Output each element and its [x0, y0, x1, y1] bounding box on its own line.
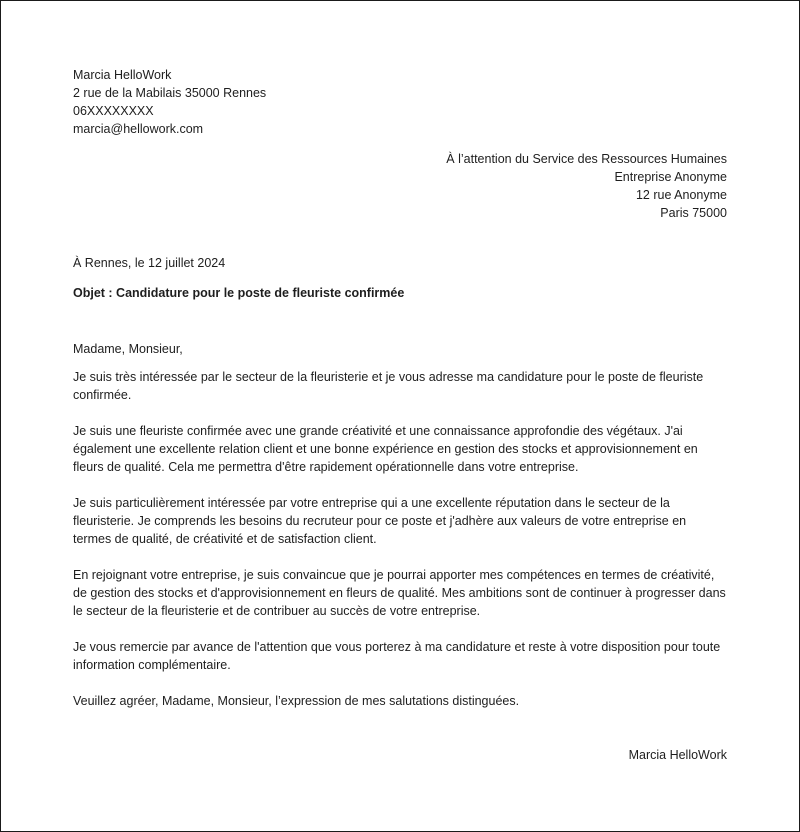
paragraph: Je suis une fleuriste confirmée avec une grande créativité et une connaissance approfondie des végétaux. J'ai également une excellente relation client et une bonne expérience en gestion des stocks et approvisionnement en fleurs de qualité. Cela me permettra d'être rapidement opérationnelle dans votre entreprise.: [73, 424, 698, 474]
recipient-city: Paris 75000: [660, 206, 727, 220]
sender-address: 2 rue de la Mabilais 35000 Rennes: [73, 86, 267, 100]
sender-block: [73, 66, 727, 138]
letter-content: [73, 66, 727, 764]
paragraph: En rejoignant votre entreprise, je suis convaincue que je pourrai apporter mes compétences en termes de créativité, de gestion des stocks et d'approvisionnement en fleurs de qualité. Mes ambitions sont de continuer à progresser dans le secteur de la fleuristerie et de contribuer au succès de votre entreprise.: [73, 568, 726, 618]
recipient-block: [73, 150, 727, 222]
sender-name: Marcia HelloWork: [73, 68, 172, 82]
sender-email: marcia@hellowork.com: [73, 122, 204, 136]
salutation: Madame, Monsieur,: [73, 342, 183, 356]
paragraph: Je vous remercie par avance de l'attention que vous porterez à ma candidature et reste à votre disposition pour toute information complémentaire.: [73, 640, 721, 672]
sender-phone: 06XXXXXXXX: [73, 104, 154, 118]
paragraph: Je suis très intéressée par le secteur de la fleuristerie et je vous adresse ma candidature pour le poste de fleuriste confirmée.: [73, 370, 704, 402]
date-line: À Rennes, le 12 juillet 2024: [73, 256, 226, 270]
paragraph: Je suis particulièrement intéressée par votre entreprise qui a une excellente réputation dans le secteur de la fleuristerie. Je comprends les besoins du recruteur pour ce poste et j'adhère aux valeurs de votre entreprise en termes de qualité, de créativité et de satisfaction client.: [73, 496, 687, 546]
recipient-street: 12 rue Anonyme: [635, 188, 727, 202]
recipient-attention: À l’attention du Service des Ressources Humaines: [446, 152, 727, 166]
subject-line: Objet : Candidature pour le poste de fleuriste confirmée: [73, 286, 405, 300]
closing-formula: Veuillez agréer, Madame, Monsieur, l’expression de mes salutations distinguées.: [73, 694, 520, 708]
signature: Marcia HelloWork: [628, 748, 727, 762]
recipient-company: Entreprise Anonyme: [614, 170, 727, 184]
